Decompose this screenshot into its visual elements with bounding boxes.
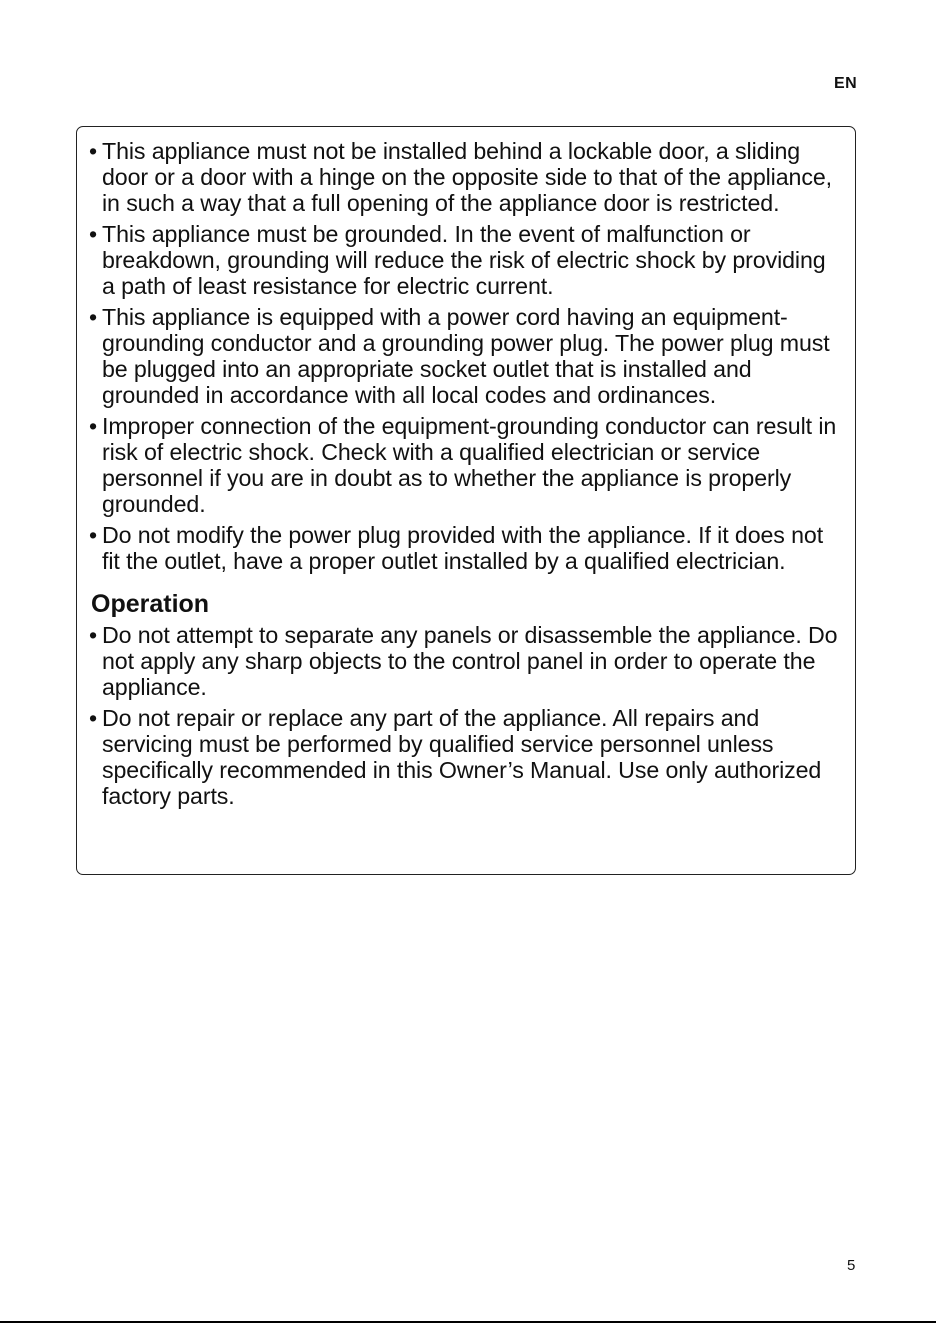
list-item (89, 706, 843, 809)
bullet-icon: • (89, 705, 98, 732)
page-number: 5 (847, 1257, 856, 1274)
list-item (89, 305, 843, 408)
bullet-icon: • (89, 304, 98, 331)
bullet-icon: • (89, 138, 98, 164)
list-item (89, 414, 843, 517)
bullet-icon: • (89, 413, 98, 440)
list-item-text: Do not modify the power plug provided with the appliance. If it does not fit the outlet, have a proper outlet installed by a qualified electrician. (102, 522, 824, 575)
list-item-text: This appliance is equipped with a power cord having an equipment-grounding conductor and a grounding power plug. The power plug must be plugged into an appropriate socket outlet that is installed and grounded in accordance with all local codes and ordinances. (102, 304, 830, 408)
operation-heading: Operation (91, 589, 210, 618)
list-item-text: Do not attempt to separate any panels or disassemble the appliance. Do not apply any sharp objects to the control panel in order to operate the appliance. (102, 621, 838, 700)
list-item (89, 139, 843, 216)
list-item (89, 523, 843, 575)
language-label: EN (834, 75, 858, 92)
list-item-text: This appliance must be grounded. In the event of malfunction or breakdown, grounding will reduce the risk of electric shock by providing a path of least resistance for electric current. (102, 221, 826, 299)
list-item-text: Do not repair or replace any part of the appliance. All repairs and servicing must be performed by qualified service personnel unless specifically recommended in this Owner’s Manual. Use only authorized factory parts. (102, 705, 822, 809)
safety-list (89, 139, 843, 575)
list-item (89, 623, 843, 700)
bullet-icon: • (89, 621, 98, 648)
operation-list (89, 623, 843, 809)
bullet-icon: • (89, 221, 98, 248)
list-item-text: This appliance must not be installed behind a lockable door, a sliding door or a door with a hinge on the opposite side to that of the appliance, in such a way that a full opening of the appliance door is restricted. (102, 138, 832, 216)
list-item (89, 222, 843, 299)
list-item-text: Improper connection of the equipment-grounding conductor can result in risk of electric shock. Check with a qualified electrician or service personnel if you are in doubt as to whether the appliance is properly grounded. (102, 413, 837, 517)
safety-notice-box (76, 126, 856, 875)
bullet-icon: • (89, 522, 98, 549)
page-bottom-divider (0, 1321, 936, 1323)
